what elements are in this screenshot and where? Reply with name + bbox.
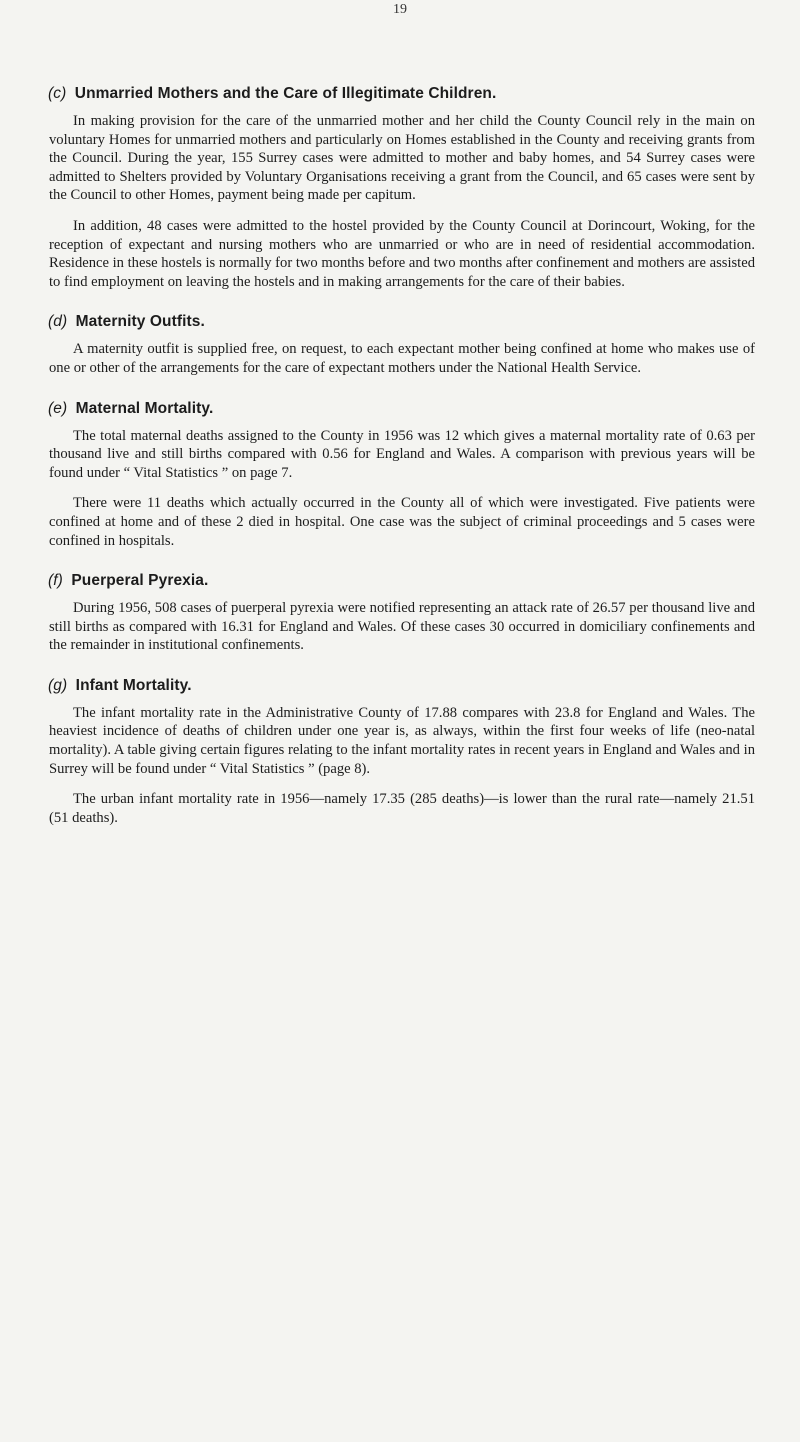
paragraph: In addition, 48 cases were admitted to the hostel provided by the County Council at Dorincourt, Woking, for the reception of expectant and nursing mothers who are unmarried or who are in need of residential accommodation. Residence in these hostels is normally for two months before and two months after confinement and mothers are assisted to find employment on leaving the hostels and in making arrangements for the care of their babies.	[49, 217, 756, 290]
section-infant-mortality	[49, 676, 755, 828]
section-heading	[48, 676, 755, 696]
paragraph: A maternity outfit is supplied free, on request, to each expectant mother being confined at home who makes use of one or other of the arrangements for the care of expectant mothers under the National Health Service.	[49, 341, 755, 376]
section-title: Infant Mortality.	[75, 676, 192, 694]
section-marker: (g)	[48, 676, 68, 694]
section-marker: (e)	[48, 399, 68, 417]
paragraph: The infant mortality rate in the Administrative County of 17.88 compares with 23.8 for England and Wales. The heaviest incidence of deaths of children under one year is, as always, within the first four weeks of life (neo-natal mortality). A table giving certain figures relating to the infant mortality rates in recent years in England and Wales and in Surrey will be found under “ Vital Statistics ” (page 8).	[49, 704, 755, 777]
section-maternity-outfits	[49, 312, 755, 377]
section-unmarried-mothers	[49, 84, 755, 291]
paragraph: There were 11 deaths which actually occurred in the County all of which were investigated. Five patients were confined at home and of these 2 died in hospital. One case was the subject of criminal proceedings and 5 cases were confined in hospitals.	[49, 495, 755, 549]
paragraph: The urban infant mortality rate in 1956—namely 17.35 (285 deaths)—is lower than the rural rate—namely 21.51 (51 deaths).	[49, 791, 755, 826]
section-heading	[48, 84, 755, 104]
document-body	[49, 84, 755, 848]
section-marker: (c)	[48, 85, 67, 102]
section-title: Maternity Outfits.	[75, 313, 205, 331]
paragraph: During 1956, 508 cases of puerperal pyrexia were notified representing an attack rate of 26.57 per thousand live and still births as compared with 16.31 for England and Wales. Of these cases 30 occurred in domiciliary confinements and the remainder in institutional confinements.	[49, 600, 755, 654]
paragraph: In making provision for the care of the unmarried mother and her child the County Council rely in the main on voluntary Homes for unmarried mothers and particularly on Homes established in the County and receiving grants from the Council. During the year, 155 Surrey cases were admitted to mother and baby homes, and 54 Surrey cases were admitted to Shelters provided by Voluntary Organisations receiving a grant from the Council, and 65 cases were sent by the Council to other Homes, payment being made per capitum.	[49, 113, 755, 204]
section-heading	[48, 571, 755, 591]
section-title: Puerperal Pyrexia.	[71, 572, 209, 590]
section-maternal-mortality	[49, 399, 755, 551]
section-title: Unmarried Mothers and the Care of Illegitimate Children.	[74, 85, 497, 102]
section-heading	[48, 399, 755, 419]
section-puerperal-pyrexia	[49, 571, 755, 655]
section-title: Maternal Mortality.	[75, 399, 214, 417]
section-marker: (d)	[48, 313, 68, 331]
section-heading	[48, 312, 755, 332]
section-marker: (f)	[48, 572, 63, 590]
paragraph: The total maternal deaths assigned to the County in 1956 was 12 which gives a maternal mortality rate of 0.63 per thousand live and still births compared with 0.56 for England and Wales. A comparison with previous years will be found under “ Vital Statistics ” on page 7.	[49, 427, 755, 481]
page-number: 19	[393, 2, 407, 17]
